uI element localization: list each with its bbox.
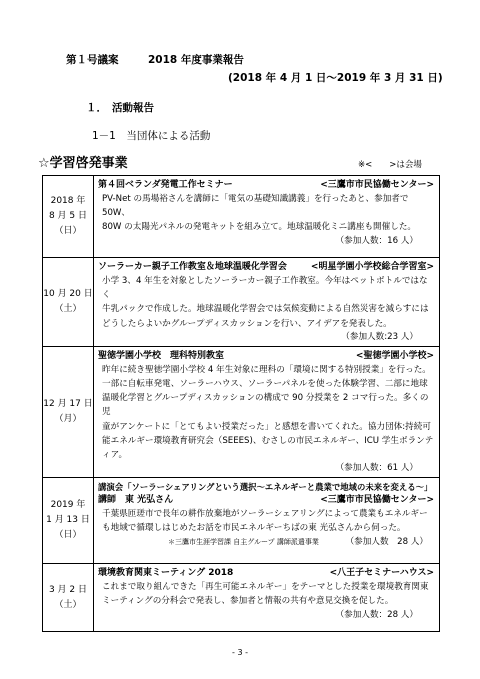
event-description: これまで取り組んできた「再生可能エネルギー」をテーマとした授業を環境教育関東 ミーティングの分科会で発表し、参加者と情報の共有や意見交換を促した。 (102, 582, 429, 607)
event-body (94, 258, 440, 347)
event-description: PV-Net の馬場裕さんを講師に「電気の基礎知識講義」を行ったあと、参加者で 50W、 80W の太陽光パネルの発電キットを組み立て。地球温暖化ミニ講座も開催した。 (102, 194, 417, 233)
event-title: 講演会「ソーラーシェアリングという選択～エネルギーと農業で地域の未来を変える～」 (98, 482, 433, 493)
participant-count: （参加人数：61 人） (335, 463, 418, 474)
section-number: １． (86, 102, 107, 114)
sponsor-note: ＊三鷹市生涯学習課 自主グループ 講師派遣事業 (168, 537, 319, 546)
table-row (43, 478, 440, 564)
table-row (43, 176, 440, 258)
category-title: ☆学習啓発事業 (38, 156, 128, 171)
event-title: 聖徳学園小学校 理科特別教室 (98, 350, 225, 361)
table-row (43, 564, 440, 632)
participant-count-row (98, 536, 434, 549)
event-date: 12 月 17 日 （月） (43, 346, 94, 477)
event-date: 2019 年 1 月 13 日 （日） (43, 478, 94, 564)
report-title: 2018 年度事業報告 (148, 54, 244, 66)
event-title: 環境教育関東ミーティング 2018 (98, 568, 234, 579)
event-date: 3 月 2 日 （土） (43, 564, 94, 632)
event-description: 小学 3、4 年生を対象としたソーラーカー親子工作教室。今年はペットボトルではなく 牛乳パックで作成した。地球温暖化学習会では気候変動による自然災害を減らすには どうしたらよいかグループディスカッションを行い、アイデアを発表した。 (102, 276, 429, 329)
event-title: ソーラーカー親子工作教室＆地球温暖化学習会 (98, 262, 287, 272)
event-venue: <三鷹市市民協働センター> (320, 180, 434, 190)
event-body (94, 176, 440, 258)
event-title: 第４回ベランダ発電工作セミナー (98, 180, 233, 190)
page-number: - 3 - (232, 648, 248, 657)
participant-count: （参加人数:23 人） (341, 331, 418, 342)
report-period: (2018 年 4 月 1 日～2019 年 3 月 31 日) (228, 72, 443, 84)
event-venue: <三鷹市市民協働センター> (320, 495, 434, 506)
table-row (43, 258, 440, 347)
event-venue: <八王子セミナーハウス> (329, 568, 434, 579)
event-date: 2018 年 8 月 5 日 （日） (43, 176, 94, 258)
event-body (94, 346, 440, 477)
section-title: 活動報告 (112, 102, 154, 114)
participant-count: （参加人数：28 人） (335, 609, 418, 620)
event-speaker: 講師 東 光弘さん (98, 495, 174, 506)
event-date: 10 月 20 日 （土） (43, 258, 94, 347)
agenda-number: 第１号議案 (66, 54, 119, 66)
venue-note: ※< >は会場 (358, 160, 422, 170)
event-description: 昨年に続き聖徳学園小学校 4 年生対象に理科の「環境に関する特別授業」を行った。 一部に自転車発電、ソーラーハウス、ソーラーパネルを使った体験学習、二部に地球 温暖化学習とグループディスカッションの構成で 90 分授業を 2 コマ行った。多くの児 童がアンケートに「とてもよい授業だった」と感想を書いてくれた。協力団体:持続可 能エネルギー環境教育研究会（SEEES)、むさしの市民エネルギー、ICU 学生ボランテ ィア。 (102, 364, 434, 461)
event-description: 千葉県匝瑳市で長年の耕作放棄地がソーラーシェアリングによって農業もエネルギー も地域で循環しはじめたお話を市民エネルギーちばの東 光弘さんから伺った。 (102, 509, 428, 534)
event-venue: <聖徳学園小学校> (355, 350, 434, 361)
table-row (43, 346, 440, 477)
events-table (42, 175, 440, 632)
event-body (94, 564, 440, 632)
subsection-title: 1－1 当団体による活動 (92, 130, 211, 142)
participant-count: （参加人数 28 人） (345, 536, 428, 547)
event-venue: <明星学園小学校総合学習室> (310, 262, 434, 272)
participant-count: （参加人数：16 人） (335, 235, 418, 246)
event-body (94, 478, 440, 564)
